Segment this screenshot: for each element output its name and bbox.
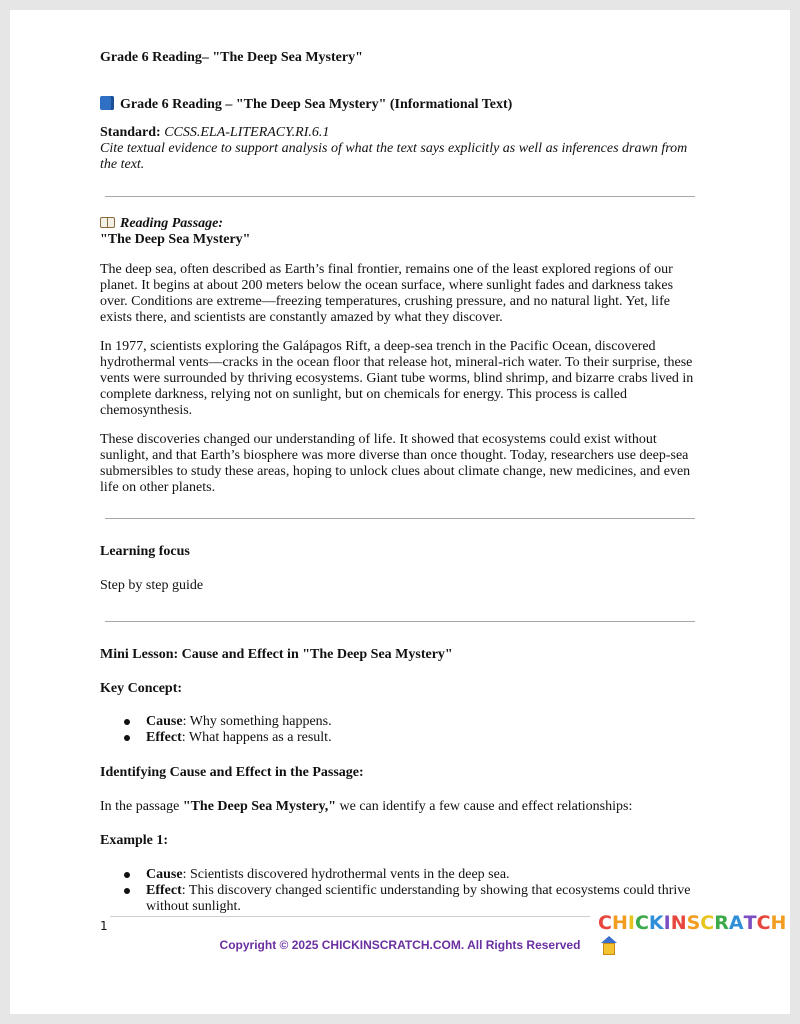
divider [105,518,695,519]
standard-description-line2: the text. [100,157,145,172]
passage-label: Reading Passage: [120,216,224,231]
logo-letter: T [743,912,757,934]
passage-header [100,216,700,248]
logo-letter: N [670,912,687,934]
passage-line: exists there, and scientists are constantly amazed by what they discover. [100,310,503,325]
passage-line: hydrothermal vents—cracks in the ocean floor that release hot, mineral-rich water. To their surprise, these [100,355,693,370]
logo-text [598,911,786,935]
logo-letter: H [611,912,628,934]
passage-line: The deep sea, often described as Earth’s final frontier, remains one of the least explored regions of our [100,262,673,277]
list-item: Effect: What happens as a result. [100,730,700,746]
logo-letter: C [598,912,612,934]
open-book-icon [100,217,114,227]
passage-line: sunlight, and that Earth’s biosphere was more diverse than once thought. Today, researchers use deep-sea [100,448,689,463]
passage-line: over. Conditions are extreme—freezing temperatures, crushing pressure, and no natural light. Yet, life [100,294,670,309]
passage-line: submersibles to study these areas, hoping to unlock clues about climate change, new medicines, and even [100,464,691,479]
header-title: Grade 6 Reading– "The Deep Sea Mystery" [100,50,363,65]
logo-letter: I [663,912,671,934]
standard-code: CCSS.ELA-LITERACY.RI.6.1 [164,125,330,140]
passage-line: life on other planets. [100,480,216,495]
logo-letter: H [770,912,787,934]
standard-description-line1: Cite textual evidence to support analysis of what the text says explicitly as well as inferences drawn from [100,141,688,156]
term: Cause [146,867,183,882]
passage-paragraph-3 [100,432,700,496]
term: Cause [146,714,183,729]
example-heading: Example 1: [100,833,169,848]
passage-line: These discoveries changed our understanding of life. It showed that ecosystems could exist without [100,432,657,447]
term: Effect [146,883,182,898]
standard-block [100,125,700,173]
copyright-text: Copyright © 2025 CHICKINSCRATCH.COM. All Rights Reserved [219,938,581,952]
standard-label: Standard: [100,125,161,140]
example-continuation: without sunlight. [146,899,241,914]
logo-letter: C [756,912,771,934]
divider [105,196,695,197]
document-page [10,10,790,1014]
main-heading [100,96,512,113]
identifying-heading: Identifying Cause and Effect in the Passage: [100,765,364,780]
mini-lesson-heading: Mini Lesson: Cause and Effect in "The Deep Sea Mystery" [100,647,453,662]
page-number: 1 [100,919,108,933]
passage-line: In 1977, scientists exploring the Galápagos Rift, a deep-sea trench in the Pacific Ocean, discovered [100,339,656,354]
passage-line: vents were surrounded by thriving ecosystems. Giant tube worms, blind shrimp, and bizarre crabs lived in [100,371,694,386]
logo-letter: C [700,912,715,934]
blue-book-icon [100,96,114,110]
passage-line: planet. It begins at about 200 meters below the ocean surface, where sunlight fades and darkness takes [100,278,674,293]
key-concept-heading: Key Concept: [100,681,183,696]
divider [105,621,695,622]
logo-letter: R [714,912,729,934]
key-concept-list [100,714,700,746]
list-item: Cause: Why something happens. [100,714,700,730]
passage-title: "The Deep Sea Mystery" [100,232,251,247]
house-icon [601,936,617,956]
passage-line: chemosynthesis. [100,403,193,418]
passage-paragraph-2 [100,339,700,419]
logo-letter: C [634,912,649,934]
logo-letter: S [686,912,701,934]
list-item: Effect: This discovery changed scientific understanding by showing that ecosystems could thrive [100,883,700,899]
example-list [100,867,700,915]
chickinscratch-logo [598,911,790,959]
learning-focus-heading: Learning focus [100,544,190,559]
identifying-intro: In the passage "The Deep Sea Mystery," we can identify a few cause and effect relationships: [100,799,633,814]
main-heading-text: Grade 6 Reading – "The Deep Sea Mystery" (Informational Text) [120,97,513,112]
passage-paragraph-1 [100,262,700,326]
learning-focus-text: Step by step guide [100,578,204,593]
term: Effect [146,730,182,745]
logo-letter: I [627,912,635,934]
list-item: Cause: Scientists discovered hydrothermal vents in the deep sea. [100,867,700,883]
logo-letter: K [648,912,664,934]
footer-divider [110,916,590,917]
passage-line: complete darkness, relying not on sunlight, but on chemicals for energy. This process is called [100,387,627,402]
logo-letter: A [728,912,744,934]
